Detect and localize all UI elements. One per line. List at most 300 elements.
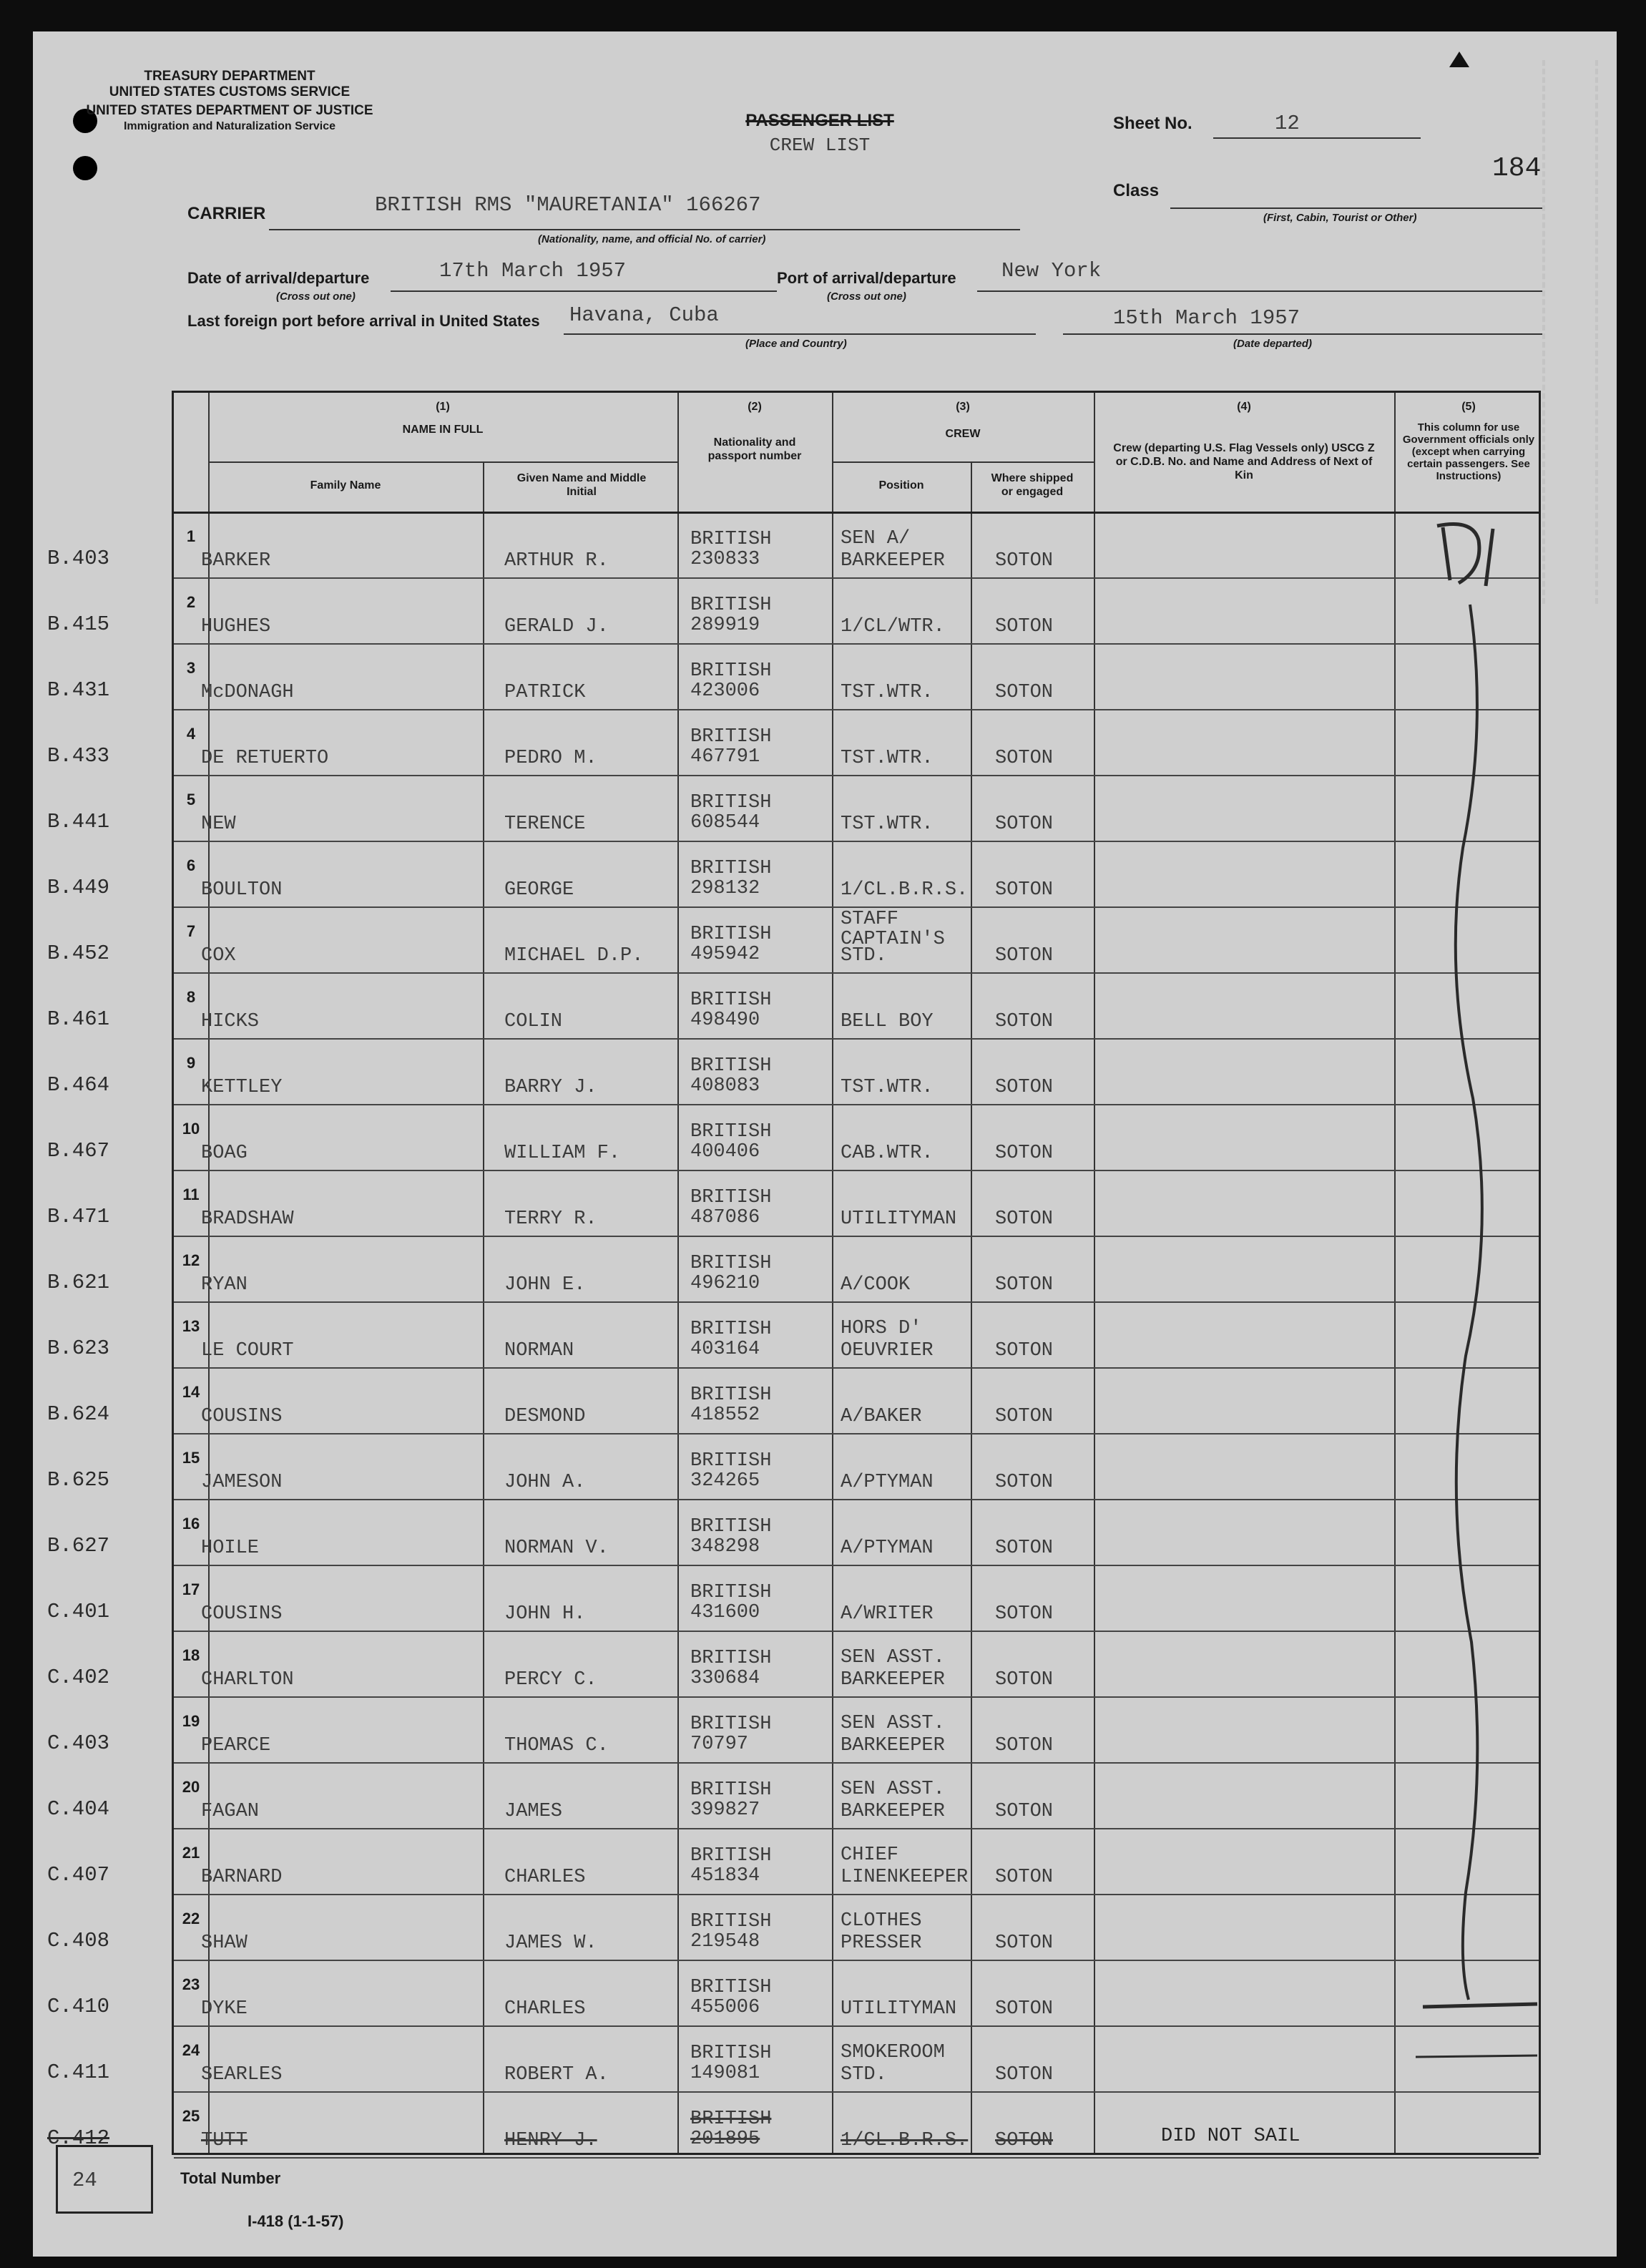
position: TST.WTR. bbox=[841, 1077, 934, 1098]
position: A/PTYMAN bbox=[841, 1538, 934, 1559]
cross-out-hint: (Cross out one) bbox=[276, 290, 356, 303]
nationality: BRITISH bbox=[690, 726, 772, 748]
class-hint: (First, Cabin, Tourist or Other) bbox=[1263, 212, 1417, 224]
where-shipped: SOTON bbox=[995, 1011, 1054, 1032]
nationality: BRITISH bbox=[690, 1450, 772, 1472]
where-shipped: SOTON bbox=[995, 1603, 1054, 1625]
margin-crew-id: B.467 bbox=[47, 1139, 110, 1163]
position: LINENKEEPER bbox=[841, 1867, 969, 1888]
given-name: PEDRO M. bbox=[504, 748, 597, 769]
row-number: 16 bbox=[182, 1515, 200, 1533]
position: PRESSER bbox=[841, 1932, 922, 1954]
col3-number: (3) bbox=[956, 401, 970, 413]
position: 1/CL.B.R.S. bbox=[841, 2130, 969, 2151]
carrier-hint: (Nationality, name, and official No. of carrier) bbox=[538, 233, 766, 245]
row-number: 6 bbox=[186, 856, 196, 874]
passport-number: 418552 bbox=[690, 1404, 760, 1426]
given-name: CHARLES bbox=[504, 1867, 586, 1888]
given-name: GERALD J. bbox=[504, 616, 609, 637]
family-name: BOULTON bbox=[201, 879, 283, 901]
agency-line: TREASURY DEPARTMENT bbox=[144, 69, 315, 84]
last-port-label: Last foreign port before arrival in United States bbox=[187, 312, 540, 330]
position: BARKEEPER bbox=[841, 1801, 945, 1822]
row-number: 24 bbox=[182, 2041, 200, 2059]
margin-crew-id: B.464 bbox=[47, 1073, 110, 1097]
given-name: ROBERT A. bbox=[504, 2064, 609, 2086]
passport-number: 496210 bbox=[690, 1273, 760, 1294]
arrival-port-label: Port of arrival/departure bbox=[777, 269, 956, 287]
nationality: BRITISH bbox=[690, 1187, 772, 1208]
place-hint: (Place and Country) bbox=[745, 338, 847, 350]
given-name: WILLIAM F. bbox=[504, 1143, 621, 1164]
last-port-value: Havana, Cuba bbox=[569, 303, 719, 327]
family-name: COUSINS bbox=[201, 1603, 283, 1625]
where-shipped: SOTON bbox=[995, 1274, 1054, 1296]
position-line1: SEN ASST. bbox=[841, 1713, 945, 1734]
passport-number: 70797 bbox=[690, 1734, 749, 1755]
col5-number: (5) bbox=[1461, 401, 1476, 413]
nationality: BRITISH bbox=[690, 1845, 772, 1867]
corner-mark bbox=[1449, 52, 1469, 67]
position-line1: SMOKEROOM bbox=[841, 2042, 945, 2063]
given-name: JAMES W. bbox=[504, 1932, 597, 1954]
given-name: TERENCE bbox=[504, 813, 586, 835]
row-number: 17 bbox=[182, 1580, 200, 1598]
row-number: 3 bbox=[186, 659, 196, 677]
where-shipped: SOTON bbox=[995, 682, 1054, 703]
margin-crew-id: B.433 bbox=[47, 744, 110, 768]
nationality: BRITISH bbox=[690, 1253, 772, 1274]
where-shipped: SOTON bbox=[995, 2064, 1054, 2086]
passport-number: 498490 bbox=[690, 1010, 760, 1031]
position: BARKEEPER bbox=[841, 1669, 945, 1691]
given-name: JOHN A. bbox=[504, 1472, 586, 1493]
cross-out-hint-2: (Cross out one) bbox=[827, 290, 906, 303]
form-code: I-418 (1-1-57) bbox=[248, 2212, 344, 2230]
row-divider bbox=[174, 1565, 1539, 1566]
where-shipped: SOTON bbox=[995, 1932, 1054, 1954]
family-name: BARKER bbox=[201, 550, 271, 572]
position: OEUVRIER bbox=[841, 1340, 934, 1362]
sheet-label: Sheet No. bbox=[1113, 114, 1192, 133]
passport-number: 330684 bbox=[690, 1668, 760, 1689]
col2-number: (2) bbox=[748, 401, 762, 413]
family-name: NEW bbox=[201, 813, 236, 835]
position: TST.WTR. bbox=[841, 813, 934, 835]
nationality: BRITISH bbox=[690, 660, 772, 682]
row-divider bbox=[174, 1631, 1539, 1632]
sheet-number: 12 bbox=[1275, 112, 1300, 135]
row-divider bbox=[174, 1894, 1539, 1895]
position: 1/CL.B.R.S. bbox=[841, 879, 969, 901]
row-divider bbox=[174, 1828, 1539, 1829]
nationality: BRITISH bbox=[690, 1779, 772, 1801]
family-name: CHARLTON bbox=[201, 1669, 294, 1691]
family-name: KETTLEY bbox=[201, 1077, 283, 1098]
form-title: CREW LIST bbox=[769, 135, 871, 156]
position: BELL BOY bbox=[841, 1011, 934, 1032]
passport-number: 298132 bbox=[690, 878, 760, 899]
family-name: TUTT bbox=[201, 2130, 248, 2151]
nationality: BRITISH bbox=[690, 1319, 772, 1340]
passport-number: 408083 bbox=[690, 1075, 760, 1097]
family-name: COX bbox=[201, 945, 236, 967]
arrival-port-line bbox=[977, 290, 1542, 292]
row-number: 18 bbox=[182, 1646, 200, 1664]
arrival-date-value: 17th March 1957 bbox=[439, 259, 627, 283]
row-number: 4 bbox=[186, 725, 196, 743]
row-number: 22 bbox=[182, 1910, 200, 1927]
row-note: DID NOT SAIL bbox=[1161, 2126, 1300, 2147]
margin-crew-id: B.449 bbox=[47, 876, 110, 899]
row-divider bbox=[174, 1499, 1539, 1500]
margin-crew-id: C.403 bbox=[47, 1731, 110, 1755]
col-divider bbox=[483, 461, 484, 2153]
passport-number: 608544 bbox=[690, 812, 760, 834]
row-divider bbox=[174, 643, 1539, 645]
family-name: SHAW bbox=[201, 1932, 248, 1954]
where-shipped: SOTON bbox=[995, 1208, 1054, 1230]
family-name: COUSINS bbox=[201, 1406, 283, 1427]
col1-number: (1) bbox=[436, 401, 450, 413]
arrival-date-line bbox=[391, 290, 777, 292]
where-shipped: SOTON bbox=[995, 1801, 1054, 1822]
margin-crew-id: B.627 bbox=[47, 1534, 110, 1558]
where-shipped: SOTON bbox=[995, 879, 1054, 901]
position: CAB.WTR. bbox=[841, 1143, 934, 1164]
passport-number: 467791 bbox=[690, 746, 760, 768]
family-name: PEARCE bbox=[201, 1735, 271, 1756]
col4-number: (4) bbox=[1237, 401, 1251, 413]
position: STD. bbox=[841, 2064, 887, 2086]
carrier-value: BRITISH RMS "MAURETANIA" 166267 bbox=[375, 193, 761, 217]
given-name: BARRY J. bbox=[504, 1077, 597, 1098]
position: BARKEEPER bbox=[841, 550, 945, 572]
margin-crew-id: C.410 bbox=[47, 1995, 110, 2018]
given-name: PATRICK bbox=[504, 682, 586, 703]
row-divider bbox=[174, 1236, 1539, 1237]
col2-title: Nationality and passport number bbox=[707, 436, 802, 462]
nationality: BRITISH bbox=[690, 858, 772, 879]
margin-crew-id: C.407 bbox=[47, 1863, 110, 1887]
given-name: PERCY C. bbox=[504, 1669, 597, 1691]
given-name: COLIN bbox=[504, 1011, 563, 1032]
where-shipped: SOTON bbox=[995, 945, 1054, 967]
nationality: BRITISH bbox=[690, 1977, 772, 1998]
position: UTILITYMAN bbox=[841, 1208, 957, 1230]
given-name: TERRY R. bbox=[504, 1208, 597, 1230]
date-departed-value: 15th March 1957 bbox=[1113, 306, 1300, 330]
position-line1: SEN ASST. bbox=[841, 1647, 945, 1668]
header-subline bbox=[832, 461, 1094, 463]
passport-number: 324265 bbox=[690, 1470, 760, 1492]
row-divider bbox=[174, 841, 1539, 842]
row-number: 19 bbox=[182, 1712, 200, 1730]
carrier-label: CARRIER bbox=[187, 204, 266, 223]
agency-line: UNITED STATES DEPARTMENT OF JUSTICE bbox=[86, 103, 373, 118]
family-name: HICKS bbox=[201, 1011, 260, 1032]
nationality: BRITISH bbox=[690, 1911, 772, 1932]
margin-crew-id: C.401 bbox=[47, 1600, 110, 1623]
margin-crew-id: C.402 bbox=[47, 1666, 110, 1689]
margin-crew-id: B.625 bbox=[47, 1468, 110, 1492]
family-name: RYAN bbox=[201, 1274, 248, 1296]
row-divider bbox=[174, 709, 1539, 710]
where-shipped: SOTON bbox=[995, 1077, 1054, 1098]
given-name: NORMAN V. bbox=[504, 1538, 609, 1559]
nationality: BRITISH bbox=[690, 1121, 772, 1143]
row-number: 10 bbox=[182, 1120, 200, 1138]
col-divider bbox=[832, 393, 833, 2153]
margin-crew-id: B.431 bbox=[47, 678, 110, 702]
margin-crew-id: B.623 bbox=[47, 1336, 110, 1360]
position: A/BAKER bbox=[841, 1406, 922, 1427]
col-divider bbox=[677, 393, 679, 2153]
row-number: 12 bbox=[182, 1251, 200, 1269]
margin-crew-id: B.403 bbox=[47, 547, 110, 570]
col4-title: Crew (departing U.S. Flag Vessels only) USCG Z or C.D.B. No. and Name and Address of Next of Kin bbox=[1113, 442, 1375, 482]
position-line1: STAFF CAPTAIN'S bbox=[841, 909, 945, 950]
nationality: BRITISH bbox=[690, 2108, 772, 2130]
row-divider bbox=[174, 577, 1539, 579]
given-name: ARTHUR R. bbox=[504, 550, 609, 572]
margin-crew-id: C.411 bbox=[47, 2061, 110, 2084]
col1-title: NAME IN FULL bbox=[402, 424, 484, 436]
given-name: JOHN H. bbox=[504, 1603, 586, 1625]
margin-crew-id: C.404 bbox=[47, 1797, 110, 1821]
carrier-line bbox=[269, 229, 1020, 230]
position-line1: CLOTHES bbox=[841, 1910, 922, 1932]
where-shipped: SOTON bbox=[995, 1143, 1054, 1164]
position: 1/CL/WTR. bbox=[841, 616, 945, 637]
nationality: BRITISH bbox=[690, 1648, 772, 1669]
margin-crew-id: B.415 bbox=[47, 612, 110, 636]
class-line bbox=[1170, 207, 1542, 209]
passport-number: 399827 bbox=[690, 1799, 760, 1821]
row-divider bbox=[174, 775, 1539, 776]
page-number: 184 bbox=[1492, 153, 1542, 184]
row-divider bbox=[174, 1762, 1539, 1764]
arrival-port-value: New York bbox=[1001, 259, 1102, 283]
row-number: 23 bbox=[182, 1975, 200, 1993]
margin-crew-id: B.452 bbox=[47, 942, 110, 965]
position-line1: HORS D' bbox=[841, 1318, 922, 1339]
header-bottom bbox=[174, 512, 1539, 514]
row-divider bbox=[174, 906, 1539, 908]
last-port-line bbox=[564, 333, 1036, 335]
nationality: BRITISH bbox=[690, 924, 772, 945]
where-shipped: SOTON bbox=[995, 1472, 1054, 1493]
date-departed-line bbox=[1063, 333, 1542, 335]
given-name: DESMOND bbox=[504, 1406, 586, 1427]
row-number: 15 bbox=[182, 1449, 200, 1467]
position: UTILITYMAN bbox=[841, 1998, 957, 2020]
row-number: 7 bbox=[186, 922, 196, 940]
where-shipped: SOTON bbox=[995, 616, 1054, 637]
row-divider bbox=[174, 2025, 1539, 2027]
where-shipped: SOTON bbox=[995, 813, 1054, 835]
row-divider bbox=[174, 1696, 1539, 1698]
passport-number: 431600 bbox=[690, 1602, 760, 1623]
position: BARKEEPER bbox=[841, 1735, 945, 1756]
margin-crew-id: C.408 bbox=[47, 1929, 110, 1952]
sheet-line bbox=[1213, 137, 1421, 139]
passport-number: 400406 bbox=[690, 1141, 760, 1163]
where-shipped: SOTON bbox=[995, 1538, 1054, 1559]
where-shipped: SOTON bbox=[995, 1998, 1054, 2020]
agency-line: Immigration and Naturalization Service bbox=[123, 120, 336, 132]
nationality: BRITISH bbox=[690, 1384, 772, 1406]
passport-number: 348298 bbox=[690, 1536, 760, 1558]
passport-number: 149081 bbox=[690, 2063, 760, 2084]
nationality: BRITISH bbox=[690, 595, 772, 616]
margin-crew-id: B.461 bbox=[47, 1007, 110, 1031]
passport-number: 289919 bbox=[690, 615, 760, 636]
row-number: 14 bbox=[182, 1383, 200, 1401]
bleed-through-mark bbox=[1542, 60, 1598, 604]
col-where-shipped: Where shipped or engaged bbox=[991, 472, 1074, 498]
margin-crew-id: B.621 bbox=[47, 1271, 110, 1294]
family-name: BOAG bbox=[201, 1143, 248, 1164]
date-departed-hint: (Date departed) bbox=[1233, 338, 1313, 350]
agency-line: UNITED STATES CUSTOMS SERVICE bbox=[109, 84, 351, 99]
where-shipped: SOTON bbox=[995, 1867, 1054, 1888]
col5-title: This column for use Government officials only (except when carrying certain passengers. See Instructions) bbox=[1402, 421, 1535, 482]
row-number: 11 bbox=[182, 1186, 200, 1203]
header-subline bbox=[208, 461, 677, 463]
where-shipped: SOTON bbox=[995, 550, 1054, 572]
passport-number: 495942 bbox=[690, 944, 760, 965]
position-line1: CHIEF bbox=[841, 1844, 899, 1866]
passport-number: 455006 bbox=[690, 1997, 760, 2018]
row-number: 25 bbox=[182, 2107, 200, 2125]
col-given-name: Given Name and Middle Initial bbox=[516, 472, 647, 498]
position: A/WRITER bbox=[841, 1603, 934, 1625]
col-position: Position bbox=[878, 479, 924, 492]
family-name: LE COURT bbox=[201, 1340, 294, 1362]
row-number: 5 bbox=[186, 791, 196, 808]
official-annotation-mark bbox=[1394, 512, 1543, 2157]
nationality: BRITISH bbox=[690, 1714, 772, 1735]
col-divider bbox=[971, 461, 972, 2153]
position: TST.WTR. bbox=[841, 748, 934, 769]
passport-number: 487086 bbox=[690, 1207, 760, 1228]
nationality: BRITISH bbox=[690, 792, 772, 813]
row-number: 2 bbox=[186, 593, 196, 611]
position: A/PTYMAN bbox=[841, 1472, 934, 1493]
nationality: BRITISH bbox=[690, 1582, 772, 1603]
total-label: Total Number bbox=[180, 2169, 281, 2187]
margin-crew-id: B.624 bbox=[47, 1402, 110, 1426]
family-name: BARNARD bbox=[201, 1867, 283, 1888]
given-name: HENRY J. bbox=[504, 2130, 597, 2151]
row-divider bbox=[174, 1038, 1539, 1040]
margin-crew-id: C.412 bbox=[47, 2126, 110, 2150]
row-number: 9 bbox=[186, 1054, 196, 1072]
family-name: DYKE bbox=[201, 1998, 248, 2020]
nationality: BRITISH bbox=[690, 989, 772, 1011]
form-title-block bbox=[677, 113, 963, 156]
nationality: BRITISH bbox=[690, 529, 772, 550]
where-shipped: SOTON bbox=[995, 1735, 1054, 1756]
row-divider bbox=[174, 1433, 1539, 1434]
row-divider bbox=[174, 1301, 1539, 1303]
nationality: BRITISH bbox=[690, 2043, 772, 2064]
where-shipped: SOTON bbox=[995, 1669, 1054, 1691]
margin-crew-id: B.441 bbox=[47, 810, 110, 834]
given-name: THOMAS C. bbox=[504, 1735, 609, 1756]
crew-table bbox=[172, 391, 1541, 2155]
row-number: 20 bbox=[182, 1778, 200, 1796]
nationality: BRITISH bbox=[690, 1055, 772, 1077]
passport-number: 201895 bbox=[690, 2128, 760, 2150]
row-divider bbox=[174, 1367, 1539, 1369]
row-number: 21 bbox=[182, 1844, 200, 1862]
where-shipped: SOTON bbox=[995, 1406, 1054, 1427]
row-number: 8 bbox=[186, 988, 196, 1006]
passport-number: 219548 bbox=[690, 1931, 760, 1952]
given-name: JAMES bbox=[504, 1801, 563, 1822]
where-shipped: SOTON bbox=[995, 1340, 1054, 1362]
position-line1: SEN A/ bbox=[841, 528, 911, 549]
row-number: 13 bbox=[182, 1317, 200, 1335]
family-name: JAMESON bbox=[201, 1472, 283, 1493]
nationality: BRITISH bbox=[690, 1516, 772, 1538]
family-name: FAGAN bbox=[201, 1801, 260, 1822]
passport-number: 403164 bbox=[690, 1339, 760, 1360]
position: TST.WTR. bbox=[841, 682, 934, 703]
family-name: DE RETUERTO bbox=[201, 748, 329, 769]
given-name: MICHAEL D.P. bbox=[504, 945, 644, 967]
punch-hole bbox=[73, 156, 97, 180]
document-page bbox=[33, 31, 1617, 2257]
given-name: NORMAN bbox=[504, 1340, 574, 1362]
given-name: CHARLES bbox=[504, 1998, 586, 2020]
row-divider bbox=[174, 972, 1539, 974]
row-divider bbox=[174, 1104, 1539, 1105]
passport-number: 451834 bbox=[690, 1865, 760, 1887]
row-divider bbox=[174, 2091, 1539, 2093]
position: A/COOK bbox=[841, 1274, 911, 1296]
col-divider bbox=[208, 393, 210, 2153]
agency-block bbox=[76, 69, 383, 135]
row-divider bbox=[174, 1960, 1539, 1961]
family-name: HUGHES bbox=[201, 616, 271, 637]
where-shipped: SOTON bbox=[995, 2130, 1054, 2151]
margin-crew-id: B.471 bbox=[47, 1205, 110, 1228]
family-name: McDONAGH bbox=[201, 682, 294, 703]
row-divider bbox=[174, 2157, 1539, 2159]
position: STD. bbox=[841, 945, 887, 967]
class-label: Class bbox=[1113, 181, 1160, 200]
family-name: BRADSHAW bbox=[201, 1208, 294, 1230]
family-name: HOILE bbox=[201, 1538, 260, 1559]
col-divider bbox=[1094, 393, 1095, 2153]
total-value: 24 bbox=[72, 2169, 97, 2192]
arrival-date-label: Date of arrival/departure bbox=[187, 269, 370, 287]
total-box bbox=[56, 2145, 153, 2214]
position-line1: SEN ASST. bbox=[841, 1779, 945, 1800]
col-family-name: Family Name bbox=[310, 479, 381, 492]
passport-number: 230833 bbox=[690, 549, 760, 570]
passport-number: 423006 bbox=[690, 680, 760, 702]
given-name: JOHN E. bbox=[504, 1274, 586, 1296]
row-divider bbox=[174, 1170, 1539, 1171]
given-name: GEORGE bbox=[504, 879, 574, 901]
row-number: 1 bbox=[186, 527, 196, 545]
family-name: SEARLES bbox=[201, 2064, 283, 2086]
col3-title: CREW bbox=[945, 428, 981, 440]
